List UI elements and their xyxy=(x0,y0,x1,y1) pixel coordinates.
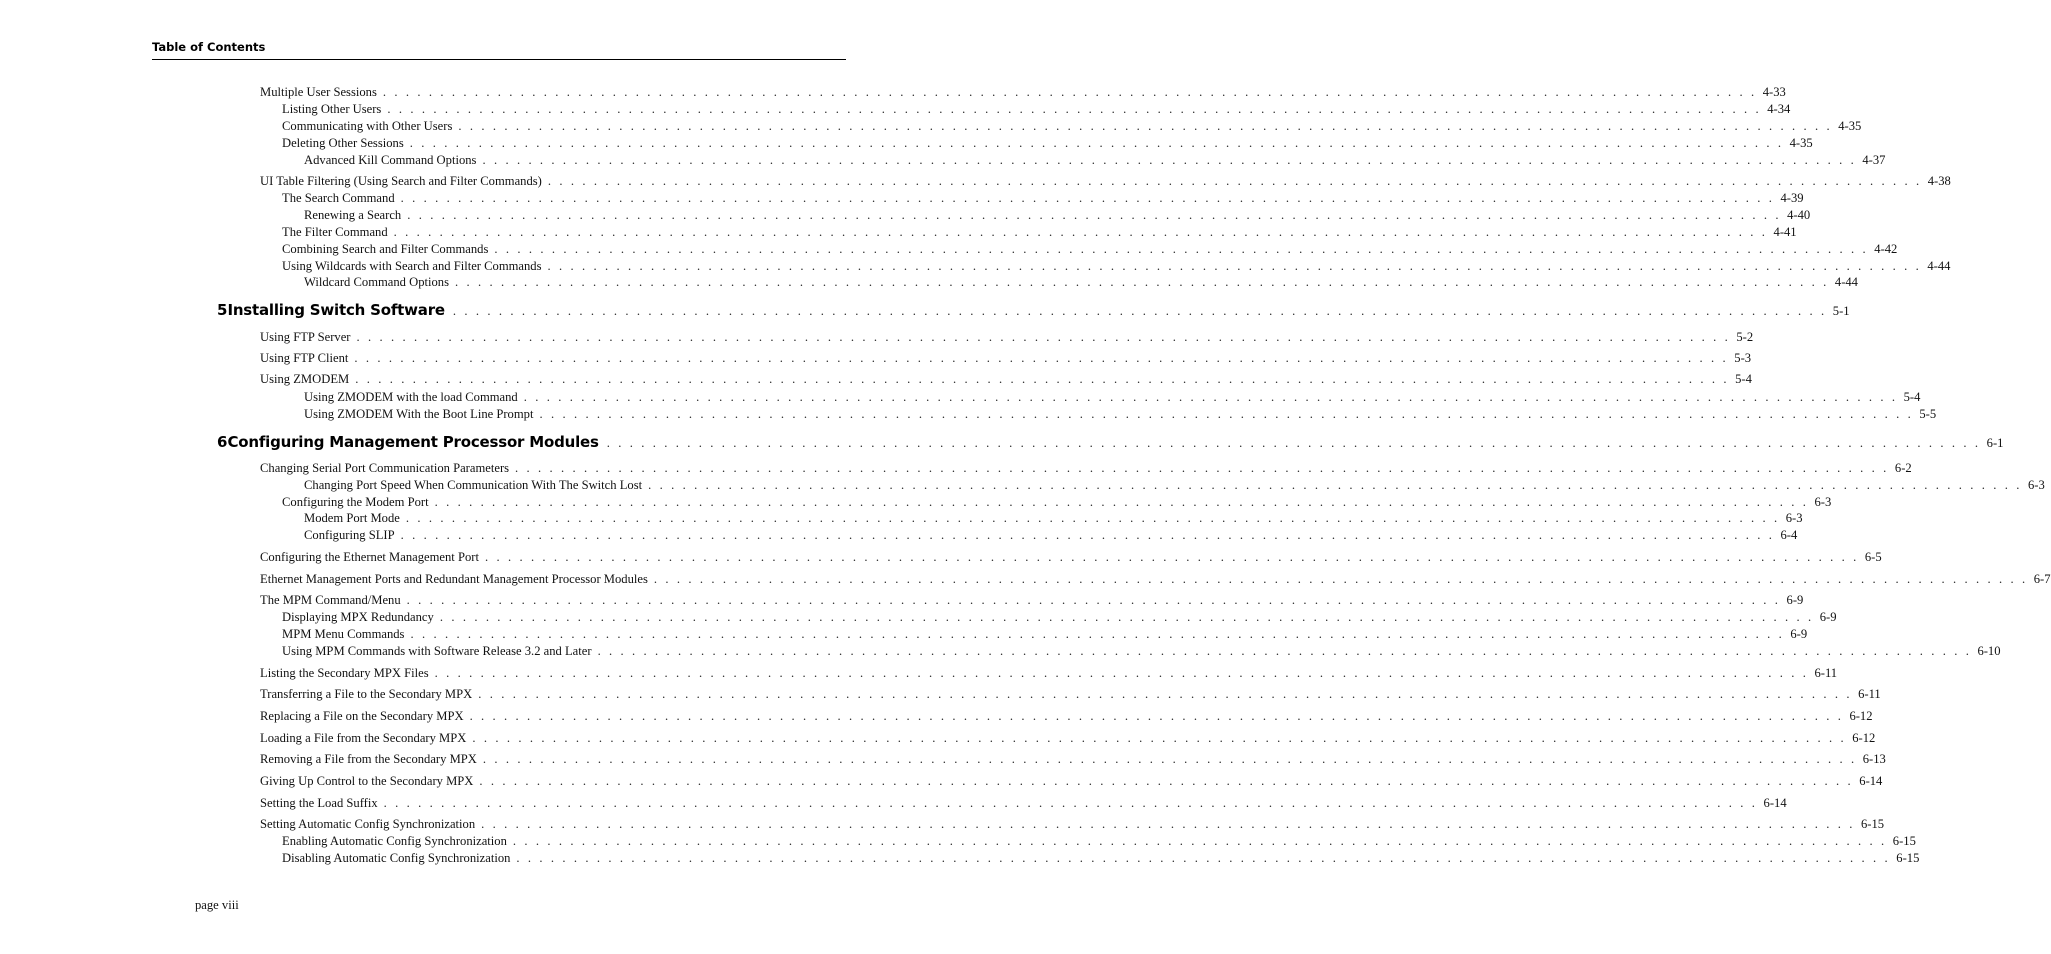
toc-entry-title: Setting Automatic Config Synchronization xyxy=(260,817,476,831)
toc-page-number: 5-4 xyxy=(1735,372,1752,386)
toc-entry-title: Configuring the Ethernet Management Port xyxy=(260,550,479,564)
leader-dots: . . . . . . . . . . . . . . . . . . . . . . . . . . . . . . . . . . . . . . . . . . . . . . . . . . . . . . . . . . . . . . . . . . . . . . . . . . . . . . . . . . . . . . . . . . . . . . . . . . . . . . . . . . . . . . . . . . . . . . . . xyxy=(409,136,1784,150)
toc-page-number: 6-9 xyxy=(1819,610,1837,624)
toc-page-number: 4-37 xyxy=(1862,153,1886,167)
leader-dots: . . . . . . . . . . . . . . . . . . . . . . . . . . . . . . . . . . . . . . . . . . . . . . . . . . . . . . . . . . . . . . . . . . . . . . . . . . . . . . . . . . . . . . . . . . . . . . . . . . . . . . . . . . . . . . . . . . . . . . . . xyxy=(452,304,1827,318)
toc-entry-title: The MPM Command/Menu xyxy=(260,593,401,607)
leader-dots: . . . . . . . . . . . . . . . . . . . . . . . . . . . . . . . . . . . . . . . . . . . . . . . . . . . . . . . . . . . . . . . . . . . . . . . . . . . . . . . . . . . . . . . . . . . . . . . . . . . . . . . . . . . . . . . . . . . . . . . . xyxy=(479,774,1854,788)
page-number-footer: page viii xyxy=(195,898,239,912)
leader-dots: . . . . . . . . . . . . . . . . . . . . . . . . . . . . . . . . . . . . . . . . . . . . . . . . . . . . . . . . . . . . . . . . . . . . . . . . . . . . . . . . . . . . . . . . . . . . . . . . . . . . . . . . . . . . . . . . . . . . . . . . xyxy=(597,644,1972,658)
leader-dots: . . . . . . . . . . . . . . . . . . . . . . . . . . . . . . . . . . . . . . . . . . . . . . . . . . . . . . . . . . . . . . . . . . . . . . . . . . . . . . . . . . . . . . . . . . . . . . . . . . . . . . . . . . . . . . . . . . . . . . . . xyxy=(494,242,1869,256)
toc-page-number: 4-41 xyxy=(1773,225,1797,239)
leader-dots: . . . . . . . . . . . . . . . . . . . . . . . . . . . . . . . . . . . . . . . . . . . . . . . . . . . . . . . . . . . . . . . . . . . . . . . . . . . . . . . . . . . . . . . . . . . . . . . . . . . . . . . . . . . . . . . . . . . . . . . . xyxy=(410,627,1785,641)
running-header-title: Table of Contents xyxy=(152,40,266,54)
toc-page-number: 6-7 xyxy=(2033,572,2051,586)
toc-page-number: 4-38 xyxy=(1927,174,1951,188)
leader-dots: . . . . . . . . . . . . . . . . . . . . . . . . . . . . . . . . . . . . . . . . . . . . . . . . . . . . . . . . . . . . . . . . . . . . . . . . . . . . . . . . . . . . . . . . . . . . . . . . . . . . . . . . . . . . . . . . . . . . . . . . xyxy=(458,119,1833,133)
toc-page-number: 6-14 xyxy=(1859,774,1883,788)
toc-entry xyxy=(260,371,1752,387)
toc-page-number: 6-11 xyxy=(1858,687,1881,701)
toc-entry xyxy=(260,571,2051,587)
leader-dots: . . . . . . . . . . . . . . . . . . . . . . . . . . . . . . . . . . . . . . . . . . . . . . . . . . . . . . . . . . . . . . . . . . . . . . . . . . . . . . . . . . . . . . . . . . . . . . . . . . . . . . . . . . . . . . . . . . . . . . . . xyxy=(484,550,1859,564)
toc-entry-title: Listing the Secondary MPX Files xyxy=(260,666,429,680)
toc-entry xyxy=(304,274,1858,290)
leader-dots: . . . . . . . . . . . . . . . . . . . . . . . . . . . . . . . . . . . . . . . . . . . . . . . . . . . . . . . . . . . . . . . . . . . . . . . . . . . . . . . . . . . . . . . . . . . . . . . . . . . . . . . . . . . . . . . . . . . . . . . . xyxy=(547,259,1922,273)
toc-entry-title: Using FTP Client xyxy=(260,351,349,365)
leader-dots: . . . . . . . . . . . . . . . . . . . . . . . . . . . . . . . . . . . . . . . . . . . . . . . . . . . . . . . . . . . . . . . . . . . . . . . . . . . . . . . . . . . . . . . . . . . . . . . . . . . . . . . . . . . . . . . . . . . . . . . . xyxy=(439,610,1814,624)
toc-entry-title: Using ZMODEM xyxy=(260,372,350,386)
leader-dots: . . . . . . . . . . . . . . . . . . . . . . . . . . . . . . . . . . . . . . . . . . . . . . . . . . . . . . . . . . . . . . . . . . . . . . . . . . . . . . . . . . . . . . . . . . . . . . . . . . . . . . . . . . . . . . . . . . . . . . . . xyxy=(516,851,1891,865)
toc-entry-title: Configuring SLIP xyxy=(304,528,395,542)
toc-entry-title: Combining Search and Filter Commands xyxy=(282,242,489,256)
toc-page-number: 6-15 xyxy=(1896,851,1920,865)
toc-entry-title: Using ZMODEM with the load Command xyxy=(304,390,518,404)
leader-dots: . . . . . . . . . . . . . . . . . . . . . . . . . . . . . . . . . . . . . . . . . . . . . . . . . . . . . . . . . . . . . . . . . . . . . . . . . . . . . . . . . . . . . . . . . . . . . . . . . . . . . . . . . . . . . . . . . . . . . . . . xyxy=(523,390,1898,404)
toc-page-number: 4-33 xyxy=(1762,85,1786,99)
toc-entry-title: Installing Switch Software xyxy=(227,301,445,319)
toc-page-number: 4-40 xyxy=(1787,208,1811,222)
toc-entry xyxy=(282,833,1916,849)
toc-page-number: 6-5 xyxy=(1864,550,1882,564)
toc-entry xyxy=(260,686,1881,702)
toc-page-number: 6-1 xyxy=(1986,436,2004,450)
toc-page-number: 6-2 xyxy=(1894,461,1912,475)
toc-entry xyxy=(260,730,1876,746)
toc-entry-title: Using Wildcards with Search and Filter Commands xyxy=(282,259,542,273)
leader-dots: . . . . . . . . . . . . . . . . . . . . . . . . . . . . . . . . . . . . . . . . . . . . . . . . . . . . . . . . . . . . . . . . . . . . . . . . . . . . . . . . . . . . . . . . . . . . . . . . . . . . . . . . . . . . . . . . . . . . . . . . xyxy=(606,436,1981,450)
toc-page-number: 6-14 xyxy=(1763,796,1787,810)
toc-page-number: 6-3 xyxy=(1785,511,1803,525)
toc-page-number: 4-34 xyxy=(1767,102,1791,116)
toc-entry xyxy=(304,389,1921,405)
toc-entry xyxy=(282,494,1832,510)
header-rule xyxy=(152,59,846,60)
toc-entry xyxy=(260,173,1951,189)
toc-page-number: 6-3 xyxy=(2027,478,2045,492)
toc-entry xyxy=(282,609,1837,625)
toc-entry xyxy=(282,626,1808,642)
leader-dots: . . . . . . . . . . . . . . . . . . . . . . . . . . . . . . . . . . . . . . . . . . . . . . . . . . . . . . . . . . . . . . . . . . . . . . . . . . . . . . . . . . . . . . . . . . . . . . . . . . . . . . . . . . . . . . . . . . . . . . . . xyxy=(355,372,1730,386)
toc-entry xyxy=(260,751,1886,767)
toc-entry-title: Changing Port Speed When Communication With The Switch Lost xyxy=(304,478,643,492)
toc-entry-title: Removing a File from the Secondary MPX xyxy=(260,752,477,766)
leader-dots: . . . . . . . . . . . . . . . . . . . . . . . . . . . . . . . . . . . . . . . . . . . . . . . . . . . . . . . . . . . . . . . . . . . . . . . . . . . . . . . . . . . . . . . . . . . . . . . . . . . . . . . . . . . . . . . . . . . . . . . . xyxy=(512,834,1887,848)
toc-page-number: 6-15 xyxy=(1892,834,1916,848)
chapter-number: 6 xyxy=(217,433,228,451)
toc-entry-title: Disabling Automatic Config Synchronization xyxy=(282,851,511,865)
toc-entry xyxy=(282,258,1951,274)
toc-entry xyxy=(260,773,1883,789)
toc-entry xyxy=(304,477,2045,493)
toc-entry xyxy=(260,329,1754,345)
toc-page-number: 6-12 xyxy=(1849,709,1873,723)
leader-dots: . . . . . . . . . . . . . . . . . . . . . . . . . . . . . . . . . . . . . . . . . . . . . . . . . . . . . . . . . . . . . . . . . . . . . . . . . . . . . . . . . . . . . . . . . . . . . . . . . . . . . . . . . . . . . . . . . . . . . . . . xyxy=(648,478,2022,492)
leader-dots: . . . . . . . . . . . . . . . . . . . . . . . . . . . . . . . . . . . . . . . . . . . . . . . . . . . . . . . . . . . . . . . . . . . . . . . . . . . . . . . . . . . . . . . . . . . . . . . . . . . . . . . . . . . . . . . . . . . . . . . . xyxy=(434,495,1809,509)
toc-entry-title: Giving Up Control to the Secondary MPX xyxy=(260,774,474,788)
toc-entry xyxy=(282,850,1920,866)
leader-dots: . . . . . . . . . . . . . . . . . . . . . . . . . . . . . . . . . . . . . . . . . . . . . . . . . . . . . . . . . . . . . . . . . . . . . . . . . . . . . . . . . . . . . . . . . . . . . . . . . . . . . . . . . . . . . . . . . . . . . . . . xyxy=(407,208,1782,222)
toc-entry-title: Using FTP Server xyxy=(260,330,351,344)
leader-dots: . . . . . . . . . . . . . . . . . . . . . . . . . . . . . . . . . . . . . . . . . . . . . . . . . . . . . . . . . . . . . . . . . . . . . . . . . . . . . . . . . . . . . . . . . . . . . . . . . . . . . . . . . . . . . . . . . . . . . . . . xyxy=(455,275,1829,289)
leader-dots: . . . . . . . . . . . . . . . . . . . . . . . . . . . . . . . . . . . . . . . . . . . . . . . . . . . . . . . . . . . . . . . . . . . . . . . . . . . . . . . . . . . . . . . . . . . . . . . . . . . . . . . . . . . . . . . . . . . . . . . . xyxy=(383,796,1758,810)
toc-page-number: 4-35 xyxy=(1789,136,1813,150)
toc-entry-title: Modem Port Mode xyxy=(304,511,400,525)
toc-entry xyxy=(260,84,1786,100)
toc-entry xyxy=(282,101,1791,117)
toc-entry xyxy=(260,592,1804,608)
toc-entry-title: Using ZMODEM With the Boot Line Prompt xyxy=(304,407,534,421)
leader-dots: . . . . . . . . . . . . . . . . . . . . . . . . . . . . . . . . . . . . . . . . . . . . . . . . . . . . . . . . . . . . . . . . . . . . . . . . . . . . . . . . . . . . . . . . . . . . . . . . . . . . . . . . . . . . . . . . . . . . . . . . xyxy=(539,407,1914,421)
toc-entry-title: The Search Command xyxy=(282,191,395,205)
toc-page-number: 4-39 xyxy=(1780,191,1804,205)
toc-entry xyxy=(260,549,1882,565)
toc-page-number: 5-3 xyxy=(1734,351,1752,365)
toc-page-number: 4-35 xyxy=(1838,119,1862,133)
leader-dots: . . . . . . . . . . . . . . . . . . . . . . . . . . . . . . . . . . . . . . . . . . . . . . . . . . . . . . . . . . . . . . . . . . . . . . . . . . . . . . . . . . . . . . . . . . . . . . . . . . . . . . . . . . . . . . . . . . . . . . . . xyxy=(653,572,2028,586)
leader-dots: . . . . . . . . . . . . . . . . . . . . . . . . . . . . . . . . . . . . . . . . . . . . . . . . . . . . . . . . . . . . . . . . . . . . . . . . . . . . . . . . . . . . . . . . . . . . . . . . . . . . . . . . . . . . . . . . . . . . . . . . xyxy=(400,528,1775,542)
toc-page-number: 4-42 xyxy=(1874,242,1898,256)
toc-entry xyxy=(304,510,1803,526)
toc-entry xyxy=(282,643,2001,659)
toc-entry xyxy=(282,241,1898,257)
toc-entry-title: UI Table Filtering (Using Search and Filter Commands) xyxy=(260,174,542,188)
chapter-number: 5 xyxy=(217,301,228,319)
toc-entry-title: Multiple User Sessions xyxy=(260,85,377,99)
leader-dots: . . . . . . . . . . . . . . . . . . . . . . . . . . . . . . . . . . . . . . . . . . . . . . . . . . . . . . . . . . . . . . . . . . . . . . . . . . . . . . . . . . . . . . . . . . . . . . . . . . . . . . . . . . . . . . . . . . . . . . . . xyxy=(478,687,1853,701)
leader-dots: . . . . . . . . . . . . . . . . . . . . . . . . . . . . . . . . . . . . . . . . . . . . . . . . . . . . . . . . . . . . . . . . . . . . . . . . . . . . . . . . . . . . . . . . . . . . . . . . . . . . . . . . . . . . . . . . . . . . . . . . xyxy=(482,752,1857,766)
toc-entry xyxy=(260,816,1885,832)
toc-page-number: 5-4 xyxy=(1903,390,1921,404)
toc-page-number: 6-10 xyxy=(1977,644,2001,658)
leader-dots: . . . . . . . . . . . . . . . . . . . . . . . . . . . . . . . . . . . . . . . . . . . . . . . . . . . . . . . . . . . . . . . . . . . . . . . . . . . . . . . . . . . . . . . . . . . . . . . . . . . . . . . . . . . . . . . . . . . . . . . . xyxy=(382,85,1757,99)
toc-entry-title: Loading a File from the Secondary MPX xyxy=(260,731,467,745)
toc-entry-title: Displaying MPX Redundancy xyxy=(282,610,434,624)
leader-dots: . . . . . . . . . . . . . . . . . . . . . . . . . . . . . . . . . . . . . . . . . . . . . . . . . . . . . . . . . . . . . . . . . . . . . . . . . . . . . . . . . . . . . . . . . . . . . . . . . . . . . . . . . . . . . . . . . . . . . . . . xyxy=(406,593,1781,607)
toc-entry xyxy=(282,190,1804,206)
toc-entry xyxy=(260,350,1752,366)
toc-entry-title: MPM Menu Commands xyxy=(282,627,405,641)
toc-entry-title: Replacing a File on the Secondary MPX xyxy=(260,709,464,723)
leader-dots: . . . . . . . . . . . . . . . . . . . . . . . . . . . . . . . . . . . . . . . . . . . . . . . . . . . . . . . . . . . . . . . . . . . . . . . . . . . . . . . . . . . . . . . . . . . . . . . . . . . . . . . . . . . . . . . . . . . . . . . . xyxy=(469,709,1844,723)
leader-dots: . . . . . . . . . . . . . . . . . . . . . . . . . . . . . . . . . . . . . . . . . . . . . . . . . . . . . . . . . . . . . . . . . . . . . . . . . . . . . . . . . . . . . . . . . . . . . . . . . . . . . . . . . . . . . . . . . . . . . . . . xyxy=(393,225,1768,239)
toc-page-number: 4-44 xyxy=(1834,275,1858,289)
toc-page-number: 6-4 xyxy=(1780,528,1798,542)
leader-dots: . . . . . . . . . . . . . . . . . . . . . . . . . . . . . . . . . . . . . . . . . . . . . . . . . . . . . . . . . . . . . . . . . . . . . . . . . . . . . . . . . . . . . . . . . . . . . . . . . . . . . . . . . . . . . . . . . . . . . . . . xyxy=(356,330,1731,344)
toc-entry-title: Setting the Load Suffix xyxy=(260,796,378,810)
toc-entry-title: The Filter Command xyxy=(282,225,388,239)
toc-page-number: 6-13 xyxy=(1862,752,1886,766)
toc-entry xyxy=(304,527,1798,543)
toc-entry-title: Communicating with Other Users xyxy=(282,119,453,133)
toc-entry xyxy=(260,795,1787,811)
toc-page-number: 6-9 xyxy=(1786,593,1804,607)
leader-dots: . . . . . . . . . . . . . . . . . . . . . . . . . . . . . . . . . . . . . . . . . . . . . . . . . . . . . . . . . . . . . . . . . . . . . . . . . . . . . . . . . . . . . . . . . . . . . . . . . . . . . . . . . . . . . . . . . . . . . . . . xyxy=(387,102,1762,116)
leader-dots: . . . . . . . . . . . . . . . . . . . . . . . . . . . . . . . . . . . . . . . . . . . . . . . . . . . . . . . . . . . . . . . . . . . . . . . . . . . . . . . . . . . . . . . . . . . . . . . . . . . . . . . . . . . . . . . . . . . . . . . . xyxy=(482,153,1857,167)
toc-page-number: 6-15 xyxy=(1861,817,1885,831)
toc-entry xyxy=(304,207,1811,223)
toc-page-number: 5-2 xyxy=(1736,330,1754,344)
leader-dots: . . . . . . . . . . . . . . . . . . . . . . . . . . . . . . . . . . . . . . . . . . . . . . . . . . . . . . . . . . . . . . . . . . . . . . . . . . . . . . . . . . . . . . . . . . . . . . . . . . . . . . . . . . . . . . . . . . . . . . . . xyxy=(515,461,1889,475)
toc-entry-title: Advanced Kill Command Options xyxy=(304,153,477,167)
toc-entry-title: Transferring a File to the Secondary MPX xyxy=(260,687,473,701)
toc-entry-title: Ethernet Management Ports and Redundant Management Processor Modules xyxy=(260,572,648,586)
toc-chapter-entry xyxy=(217,300,1850,320)
toc-page-number: 6-12 xyxy=(1852,731,1876,745)
toc-entry-title: Listing Other Users xyxy=(282,102,382,116)
toc-entry xyxy=(282,135,1813,151)
toc-entry-title: Deleting Other Sessions xyxy=(282,136,404,150)
toc-entry-title: Renewing a Search xyxy=(304,208,402,222)
toc-entry xyxy=(260,708,1873,724)
toc-page-number: 5-5 xyxy=(1919,407,1937,421)
toc-entry xyxy=(282,118,1862,134)
leader-dots: . . . . . . . . . . . . . . . . . . . . . . . . . . . . . . . . . . . . . . . . . . . . . . . . . . . . . . . . . . . . . . . . . . . . . . . . . . . . . . . . . . . . . . . . . . . . . . . . . . . . . . . . . . . . . . . . . . . . . . . . xyxy=(434,666,1809,680)
toc-page-number: 6-11 xyxy=(1814,666,1838,680)
toc-entry xyxy=(304,152,1886,168)
toc-page-number: 6-3 xyxy=(1814,495,1832,509)
leader-dots: . . . . . . . . . . . . . . . . . . . . . . . . . . . . . . . . . . . . . . . . . . . . . . . . . . . . . . . . . . . . . . . . . . . . . . . . . . . . . . . . . . . . . . . . . . . . . . . . . . . . . . . . . . . . . . . . . . . . . . . . xyxy=(472,731,1847,745)
toc-entry xyxy=(304,406,1937,422)
leader-dots: . . . . . . . . . . . . . . . . . . . . . . . . . . . . . . . . . . . . . . . . . . . . . . . . . . . . . . . . . . . . . . . . . . . . . . . . . . . . . . . . . . . . . . . . . . . . . . . . . . . . . . . . . . . . . . . . . . . . . . . . xyxy=(405,511,1780,525)
toc-entry-title: Changing Serial Port Communication Parameters xyxy=(260,461,510,475)
toc-entry xyxy=(282,224,1797,240)
leader-dots: . . . . . . . . . . . . . . . . . . . . . . . . . . . . . . . . . . . . . . . . . . . . . . . . . . . . . . . . . . . . . . . . . . . . . . . . . . . . . . . . . . . . . . . . . . . . . . . . . . . . . . . . . . . . . . . . . . . . . . . . xyxy=(354,351,1729,365)
toc-entry xyxy=(260,460,1912,476)
toc-chapter-entry xyxy=(217,432,2004,452)
toc-page-number: 4-44 xyxy=(1927,259,1951,273)
toc-entry-title: Wildcard Command Options xyxy=(304,275,450,289)
toc-entry-title: Configuring Management Processor Modules xyxy=(227,433,599,451)
toc-entry-title: Configuring the Modem Port xyxy=(282,495,429,509)
leader-dots: . . . . . . . . . . . . . . . . . . . . . . . . . . . . . . . . . . . . . . . . . . . . . . . . . . . . . . . . . . . . . . . . . . . . . . . . . . . . . . . . . . . . . . . . . . . . . . . . . . . . . . . . . . . . . . . . . . . . . . . . xyxy=(547,174,1922,188)
leader-dots: . . . . . . . . . . . . . . . . . . . . . . . . . . . . . . . . . . . . . . . . . . . . . . . . . . . . . . . . . . . . . . . . . . . . . . . . . . . . . . . . . . . . . . . . . . . . . . . . . . . . . . . . . . . . . . . . . . . . . . . . xyxy=(481,817,1855,831)
toc-entry xyxy=(260,665,1838,681)
leader-dots: . . . . . . . . . . . . . . . . . . . . . . . . . . . . . . . . . . . . . . . . . . . . . . . . . . . . . . . . . . . . . . . . . . . . . . . . . . . . . . . . . . . . . . . . . . . . . . . . . . . . . . . . . . . . . . . . . . . . . . . . xyxy=(400,191,1775,205)
toc-entry-title: Enabling Automatic Config Synchronization xyxy=(282,834,507,848)
toc-page-number: 6-9 xyxy=(1790,627,1808,641)
toc-entry-title: Using MPM Commands with Software Release 3.2 and Later xyxy=(282,644,592,658)
toc-page-number: 5-1 xyxy=(1832,304,1850,318)
